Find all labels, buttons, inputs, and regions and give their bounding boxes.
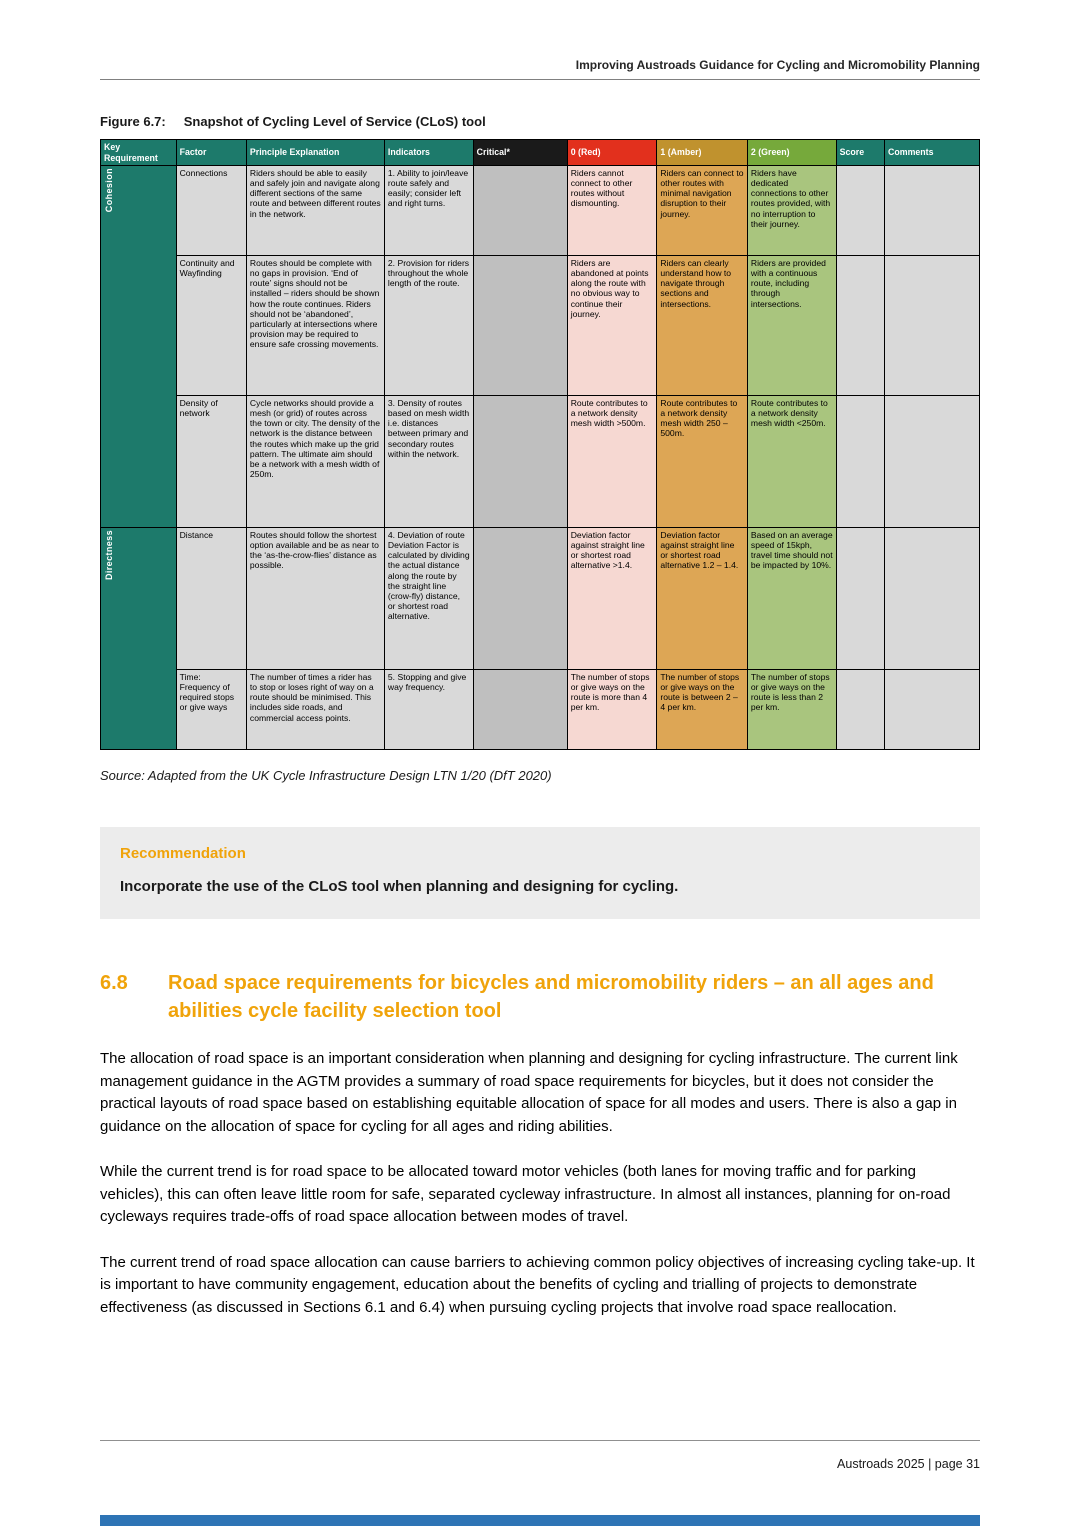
table-cell: Route contributes to a network density mesh width 250 – 500m. xyxy=(657,396,748,528)
table-cell xyxy=(885,256,980,396)
table-cell: 5. Stopping and give way frequency. xyxy=(384,670,473,750)
table-cell xyxy=(473,256,567,396)
bottom-accent-bar xyxy=(100,1515,980,1526)
table-cell: Riders cannot connect to other routes without dismounting. xyxy=(567,166,657,256)
group-label-cohesion xyxy=(101,166,177,528)
recommendation-title: Recommendation xyxy=(120,845,246,862)
table-cell: Route contributes to a network density mesh width <250m. xyxy=(747,396,836,528)
table-cell xyxy=(836,396,884,528)
table-cell: Continuity and Wayfinding xyxy=(176,256,246,396)
table-cell: The number of stops or give ways on the route is less than 2 per km. xyxy=(747,670,836,750)
table-cell: Deviation factor against straight line or shortest road alternative >1.4. xyxy=(567,528,657,670)
table-cell: Density of network xyxy=(176,396,246,528)
page-footer xyxy=(100,1414,980,1526)
table-cell xyxy=(473,166,567,256)
table-cell xyxy=(885,670,980,750)
column-header-red: 0 (Red) xyxy=(567,140,657,166)
table-cell: 4. Deviation of route Deviation Factor is calculated by dividing the actual distance along the route by the straight line (crow-fly) distance, or shortest road alternative. xyxy=(384,528,473,670)
table-cell: The number of stops or give ways on the route is between 2 – 4 per km. xyxy=(657,670,748,750)
column-header-principle: Principle Explanation xyxy=(246,140,384,166)
table-cell xyxy=(885,396,980,528)
table-cell xyxy=(836,670,884,750)
table-cell: Riders should be able to easily and safely join and navigate along different sections of the same route and between different routes in the network. xyxy=(246,166,384,256)
paragraph: The current trend of road space allocation can cause barriers to achieving common policy objectives of increasing cycling take-up. It is important to have community engagement, education about the benefits of cycling and trialling of projects to demonstrate effectiveness (as discussed in Sections 6.1 and 6.4) when pursuing cycling projects that involve road space reallocation. xyxy=(100,1253,975,1316)
clos-table xyxy=(100,139,980,750)
column-header-factor: Factor xyxy=(176,140,246,166)
figure-caption-label: Figure 6.7: xyxy=(100,114,166,129)
figure-source: Source: Adapted from the UK Cycle Infrastructure Design LTN 1/20 (DfT 2020) xyxy=(100,768,552,783)
table-header-row xyxy=(101,140,980,166)
table-cell xyxy=(885,528,980,670)
table-cell: 1. Ability to join/leave route safely and easily; consider left and right turns. xyxy=(384,166,473,256)
group-label-directness xyxy=(101,528,177,750)
section-title: Road space requirements for bicycles and micromobility riders – an all ages and abilities cycle facility selection tool xyxy=(168,972,934,1022)
table-cell: Distance xyxy=(176,528,246,670)
recommendation-box xyxy=(100,827,980,919)
table-cell xyxy=(836,166,884,256)
table-cell xyxy=(473,528,567,670)
table-row xyxy=(101,670,980,750)
figure-caption-text: Snapshot of Cycling Level of Service (CLoS) tool xyxy=(183,114,486,129)
table-cell xyxy=(473,670,567,750)
table-cell: Time: Frequency of required stops or give ways xyxy=(176,670,246,750)
column-header-critical: Critical* xyxy=(473,140,567,166)
table-cell xyxy=(885,166,980,256)
table-cell: Based on an average speed of 15kph, travel time should not be impacted by 10%. xyxy=(747,528,836,670)
section-number: 6.8 xyxy=(100,972,128,994)
table-cell: 2. Provision for riders throughout the whole length of the route. xyxy=(384,256,473,396)
table-row xyxy=(101,396,980,528)
paragraph: While the current trend is for road space to be allocated toward motor vehicles (both lanes for moving traffic and for parking vehicles), this can often leave little room for safe, separated cycleway infrastructure. In almost all instances, planning for on-road cycleways requires trade-offs of road space allocation between modes of travel. xyxy=(100,1163,951,1225)
section-heading xyxy=(100,969,980,1025)
paragraph: The allocation of road space is an important consideration when planning and designing for cycling infrastructure. The current link management guidance in the AGTM provides a summary of road space requirements for bicycles, but it does not consider the practical layouts of road space based on establishing equitable allocation of space for all modes and users. There is also a gap in guidance on the allocation of space for cycling for all ages and riding abilities. xyxy=(100,1050,958,1135)
table-cell xyxy=(836,528,884,670)
table-cell: Routes should follow the shortest option available and be as near to the ‘as-the-crow-flies’ distance as possible. xyxy=(246,528,384,670)
running-header: Improving Austroads Guidance for Cycling and Micromobility Planning xyxy=(100,58,980,80)
column-header-green: 2 (Green) xyxy=(747,140,836,166)
table-cell: 3. Density of routes based on mesh width i.e. distances between primary and secondary routes within the network. xyxy=(384,396,473,528)
group-label-text: Directness xyxy=(104,530,114,581)
column-header-comments: Comments xyxy=(885,140,980,166)
page-number: Austroads 2025 | page 31 xyxy=(837,1457,980,1471)
column-header-amber: 1 (Amber) xyxy=(657,140,748,166)
group-label-text: Cohesion xyxy=(104,168,114,213)
table-cell: Route contributes to a network density mesh width >500m. xyxy=(567,396,657,528)
table-cell: Riders can connect to other routes with minimal navigation disruption to their journey. xyxy=(657,166,748,256)
page-body xyxy=(100,80,980,1414)
recommendation-text: Incorporate the use of the CLoS tool when planning and designing for cycling. xyxy=(120,878,679,895)
column-header-score: Score xyxy=(836,140,884,166)
table-cell: Riders can clearly understand how to navigate through sections and intersections. xyxy=(657,256,748,396)
table-cell: Deviation factor against straight line or shortest road alternative 1.2 – 1.4. xyxy=(657,528,748,670)
table-row xyxy=(101,256,980,396)
table-cell xyxy=(836,256,884,396)
table-cell xyxy=(473,396,567,528)
table-cell: Riders have dedicated connections to other routes provided, with no interruption to their journey. xyxy=(747,166,836,256)
column-header-key-requirement: Key Requirement xyxy=(101,140,177,166)
table-cell: The number of stops or give ways on the route is more than 4 per km. xyxy=(567,670,657,750)
table-cell: Routes should be complete with no gaps in provision. ‘End of route’ signs should not be installed – riders should be shown how the route continues. Riders should not be ‘abandoned’, particularly at intersections where provision may be required to ensure safe crossing movements. xyxy=(246,256,384,396)
table-cell: Connections xyxy=(176,166,246,256)
table-row xyxy=(101,528,980,670)
table-cell: Cycle networks should provide a mesh (or grid) of routes across the town or city. The density of the network is the distance between the routes which make up the grid pattern. The ultimate aim should be a network with a mesh width of 250m. xyxy=(246,396,384,528)
column-header-indicators: Indicators xyxy=(384,140,473,166)
table-cell: The number of times a rider has to stop or loses right of way on a route should be minimised. This includes side roads, and commercial access points. xyxy=(246,670,384,750)
table-row xyxy=(101,166,980,256)
figure-caption xyxy=(100,114,980,129)
table-cell: Riders are provided with a continuous route, including through intersections. xyxy=(747,256,836,396)
table-cell: Riders are abandoned at points along the route with no obvious way to continue their journey. xyxy=(567,256,657,396)
